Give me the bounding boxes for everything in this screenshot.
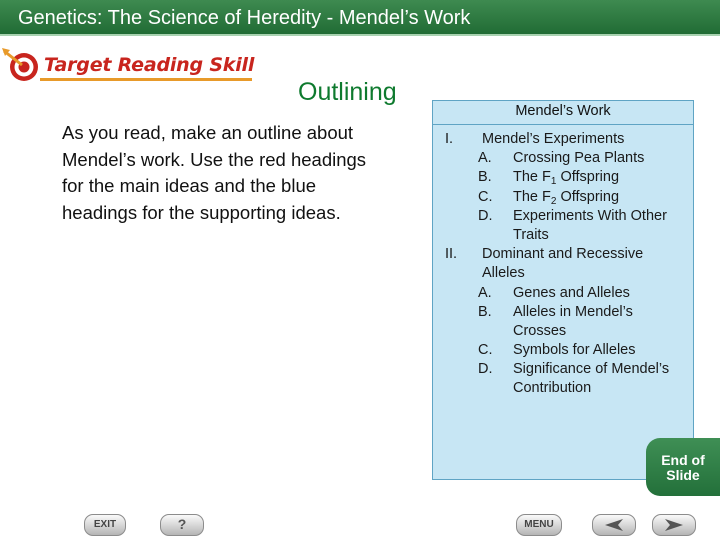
outline-letter: D. [478, 361, 493, 378]
outline-row [433, 264, 693, 283]
outline-row [433, 379, 693, 398]
outline-sub-heading: Alleles in Mendel’s [513, 303, 633, 320]
target-icon [2, 48, 42, 84]
skill-banner [0, 48, 260, 88]
title-bar [0, 0, 720, 36]
outline-row [433, 226, 693, 245]
help-button[interactable]: ? [160, 514, 204, 536]
slide-title: Genetics: The Science of Heredity [18, 7, 322, 29]
outline-main-heading: Dominant and Recessive [482, 246, 644, 263]
outline-row [433, 360, 693, 379]
outline-row [433, 245, 693, 264]
outline-letter: B. [478, 169, 492, 186]
outline-subscript: 1 [550, 176, 557, 188]
outline-text-prefix: The F [513, 188, 551, 205]
right-arrow-icon [663, 518, 685, 532]
menu-button[interactable]: MENU [516, 514, 562, 536]
end-of-slide-button[interactable] [646, 438, 720, 496]
outline-row [433, 168, 693, 187]
slide-subtitle: - Mendel’s Work [321, 7, 471, 29]
outline-row [433, 207, 693, 226]
outline-divider [433, 124, 693, 125]
outline-subscript: 2 [550, 195, 557, 207]
outline-row [433, 341, 693, 360]
outline-letter: A. [478, 284, 492, 301]
next-button[interactable] [652, 514, 696, 536]
end-of-slide-line2: Slide [666, 467, 700, 483]
left-arrow-icon [603, 518, 625, 532]
back-button[interactable] [592, 514, 636, 536]
outline-letter: C. [478, 188, 493, 205]
outline-sub-heading: Contribution [513, 380, 592, 397]
outline-numeral: II. [445, 246, 458, 263]
outline-sub-heading: Traits [513, 226, 549, 243]
outline-main-heading: Mendel’s Experiments [482, 131, 625, 147]
outline-row [433, 130, 693, 149]
outline-text-suffix: Offspring [556, 169, 620, 186]
outline-body [433, 130, 693, 399]
skill-underline [40, 78, 252, 81]
outline-row [433, 303, 693, 322]
outline-row [433, 322, 693, 341]
outline-sub-heading [513, 188, 619, 207]
outline-main-heading: Alleles [482, 265, 525, 282]
outline-sub-heading: Symbols for Alleles [513, 342, 636, 359]
exit-button[interactable]: EXIT [84, 514, 126, 536]
outline-row [433, 188, 693, 207]
outline-row [433, 149, 693, 168]
outline-panel [432, 100, 694, 480]
outline-letter: A. [478, 150, 492, 167]
outline-sub-heading: Crossing Pea Plants [513, 150, 645, 167]
outline-sub-heading: Significance of Mendel’s [513, 361, 670, 378]
outline-sub-heading [513, 168, 619, 187]
outline-numeral: I. [445, 131, 454, 147]
page-heading: Outlining [298, 78, 397, 106]
outline-sub-heading: Experiments With Other [513, 207, 667, 224]
outline-text-suffix: Offspring [556, 188, 620, 205]
end-of-slide-line1: End of [661, 452, 705, 468]
bottom-nav [0, 508, 720, 540]
outline-sub-heading: Crosses [513, 322, 567, 339]
outline-letter: D. [478, 207, 493, 224]
outline-letter: B. [478, 303, 492, 320]
title-rule [0, 34, 720, 36]
skill-label: Target Reading Skill [44, 54, 255, 76]
outline-row [433, 284, 693, 303]
instruction-text: As you read, make an outline about Mendel’s work. Use the red headings for the main ideas and the blue headings for the supporting ideas. [62, 122, 367, 223]
outline-title: Mendel’s Work [515, 103, 611, 119]
outline-letter: C. [478, 342, 493, 359]
outline-sub-heading: Genes and Alleles [513, 284, 630, 301]
outline-text-prefix: The F [513, 169, 551, 186]
